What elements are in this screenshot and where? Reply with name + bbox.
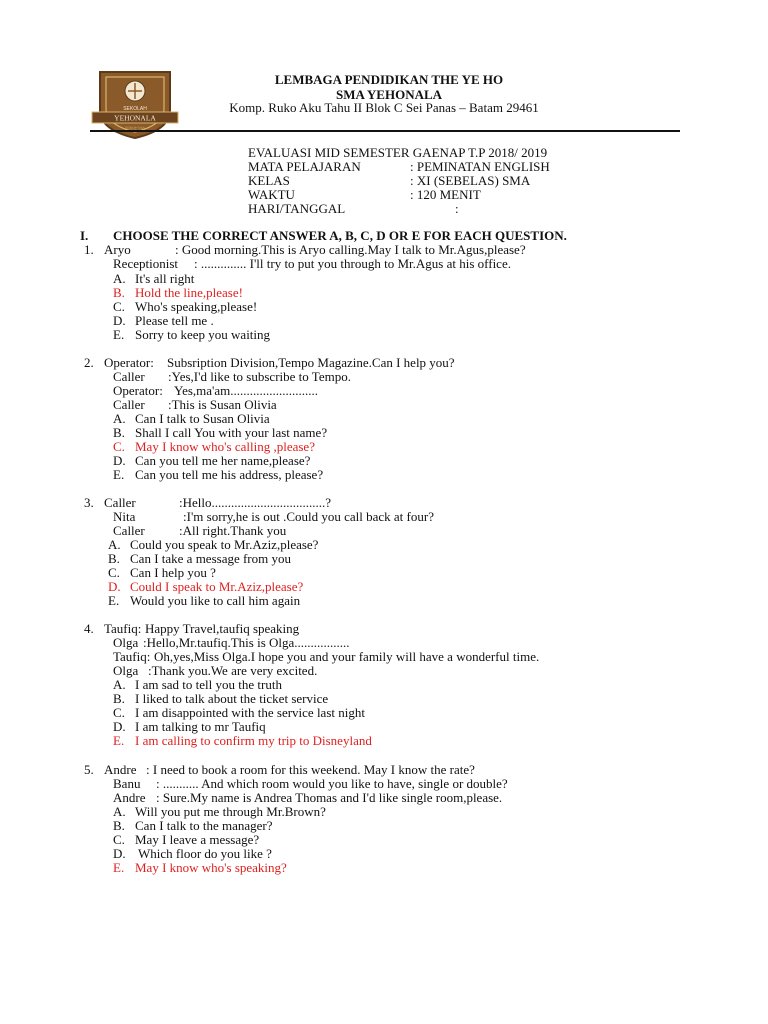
option-letter: C. bbox=[113, 299, 125, 314]
option-letter: D. bbox=[113, 719, 126, 734]
question-number: 1. bbox=[84, 242, 94, 257]
dialog-speaker: Aryo bbox=[104, 242, 131, 257]
header-divider bbox=[90, 130, 680, 132]
info-value: : PEMINATAN ENGLISH bbox=[410, 159, 550, 174]
option-letter: D. bbox=[113, 846, 126, 861]
dialog-line: : Sure.My name is Andrea Thomas and I'd like single room,please. bbox=[156, 790, 503, 805]
question-number: 5. bbox=[84, 762, 94, 777]
option-text: May I leave a message? bbox=[135, 832, 260, 847]
dialog-line: :I'm sorry,he is out .Could you call back at four? bbox=[183, 509, 434, 524]
option-text-correct: I am calling to confirm my trip to Disneyland bbox=[135, 733, 372, 748]
option-text: Would you like to call him again bbox=[130, 593, 301, 608]
option-letter: B. bbox=[113, 691, 125, 706]
option-text: I am talking to mr Taufiq bbox=[135, 719, 266, 734]
dialog-speaker: Andre bbox=[113, 790, 146, 805]
svg-text:YEHONALA: YEHONALA bbox=[114, 113, 156, 123]
info-label: HARI/TANGGAL bbox=[248, 201, 346, 216]
dialog-line: :This is Susan Olivia bbox=[168, 397, 277, 412]
info-label: KELAS bbox=[248, 173, 290, 188]
option-text: It's all right bbox=[135, 271, 195, 286]
option-text: Could you speak to Mr.Aziz,please? bbox=[130, 537, 319, 552]
option-text: Can I help you ? bbox=[130, 565, 216, 580]
option-letter: C. bbox=[113, 832, 125, 847]
institution-name: LEMBAGA PENDIDIKAN THE YE HO bbox=[274, 72, 504, 87]
dialog-speaker: Operator: bbox=[104, 355, 154, 370]
option-text-correct: Could I speak to Mr.Aziz,please? bbox=[130, 579, 304, 594]
dialog-line: : Good morning.This is Aryo calling.May I talk to Mr.Agus,please? bbox=[175, 242, 526, 257]
school-name: SMA YEHONALA bbox=[335, 87, 443, 102]
option-text: Who's speaking,please! bbox=[135, 299, 258, 314]
option-text-correct: Hold the line,please! bbox=[135, 285, 243, 300]
option-letter: E. bbox=[113, 467, 125, 482]
option-text: Which floor do you like ? bbox=[135, 846, 272, 861]
option-letter: A. bbox=[108, 537, 121, 552]
option-text: Can you tell me her name,please? bbox=[135, 453, 311, 468]
question-number: 2. bbox=[84, 355, 94, 370]
option-letter: A. bbox=[113, 271, 126, 286]
option-text: I am disappointed with the service last night bbox=[135, 705, 365, 720]
dialog-line: :Yes,I'd like to subscribe to Tempo. bbox=[168, 369, 351, 384]
dialog-line: :All right.Thank you bbox=[179, 523, 287, 538]
option-letter: B. bbox=[108, 551, 120, 566]
option-text: Can I take a message from you bbox=[130, 551, 292, 566]
option-letter: E. bbox=[113, 860, 125, 875]
option-text: Can you tell me his address, please? bbox=[135, 467, 324, 482]
dialog-speaker: Banu bbox=[113, 776, 141, 791]
question-number: 4. bbox=[84, 621, 94, 636]
dialog-line: Oh,yes,Miss Olga.I hope you and your family will have a wonderful time. bbox=[154, 649, 540, 664]
dialog-speaker: Nita bbox=[113, 509, 136, 524]
dialog-line: Subsription Division,Tempo Magazine.Can I help you? bbox=[167, 355, 455, 370]
option-text: Will you put me through Mr.Brown? bbox=[135, 804, 326, 819]
option-letter: E. bbox=[113, 327, 125, 342]
option-text: I liked to talk about the ticket service bbox=[135, 691, 329, 706]
dialog-speaker: Caller bbox=[104, 495, 136, 510]
dialog-speaker: Receptionist bbox=[113, 256, 178, 271]
option-text: Shall I call You with your last name? bbox=[135, 425, 328, 440]
option-letter: C. bbox=[113, 705, 125, 720]
option-text-correct: May I know who's speaking? bbox=[135, 860, 287, 875]
dialog-speaker: Taufiq: bbox=[104, 621, 142, 636]
option-letter: A. bbox=[113, 411, 126, 426]
dialog-line: Happy Travel,taufiq speaking bbox=[145, 621, 300, 636]
section-instruction: CHOOSE THE CORRECT ANSWER A, B, C, D OR E FOR EACH QUESTION. bbox=[113, 228, 567, 243]
option-text: Can I talk to the manager? bbox=[135, 818, 273, 833]
dialog-line: :Hello,Mr.taufiq.This is Olga................. bbox=[143, 635, 350, 650]
option-text: Please tell me . bbox=[135, 313, 214, 328]
info-label: WAKTU bbox=[248, 187, 295, 202]
svg-text:SEKOLAH: SEKOLAH bbox=[123, 106, 147, 112]
option-letter: A. bbox=[113, 677, 126, 692]
dialog-speaker: Andre bbox=[104, 762, 137, 777]
dialog-line: : ........... And which room would you like to have, single or double? bbox=[156, 776, 508, 791]
dialog-speaker: Taufiq: bbox=[113, 649, 151, 664]
exam-title: EVALUASI MID SEMESTER GAENAP T.P 2018/ 2019 bbox=[248, 145, 548, 160]
dialog-line: :Thank you.We are very excited. bbox=[148, 663, 318, 678]
section-number: I. bbox=[80, 228, 89, 243]
option-letter: B. bbox=[113, 285, 125, 300]
option-letter: D. bbox=[113, 453, 126, 468]
option-letter: C. bbox=[108, 565, 120, 580]
option-letter: C. bbox=[113, 439, 125, 454]
info-label: MATA PELAJARAN bbox=[248, 159, 361, 174]
option-letter: B. bbox=[113, 818, 125, 833]
dialog-speaker: Caller bbox=[113, 369, 145, 384]
info-value: : XI (SEBELAS) SMA bbox=[410, 173, 531, 188]
info-value: : bbox=[455, 201, 459, 216]
dialog-speaker: Operator: bbox=[113, 383, 163, 398]
dialog-speaker: Olga bbox=[113, 663, 139, 678]
question-number: 3. bbox=[84, 495, 94, 510]
school-address: Komp. Ruko Aku Tahu II Blok C Sei Panas – Batam 29461 bbox=[229, 100, 539, 115]
dialog-line: : .............. I'll try to put you through to Mr.Agus at his office. bbox=[194, 256, 511, 271]
dialog-line: Yes,ma'am........................... bbox=[174, 383, 319, 398]
dialog-speaker: Olga bbox=[113, 635, 139, 650]
option-letter: E. bbox=[108, 593, 120, 608]
dialog-line: : I need to book a room for this weekend. May I know the rate? bbox=[146, 762, 475, 777]
option-letter: E. bbox=[113, 733, 125, 748]
dialog-line: :Hello...................................? bbox=[179, 495, 332, 510]
option-text: Sorry to keep you waiting bbox=[135, 327, 271, 342]
dialog-speaker: Caller bbox=[113, 523, 145, 538]
dialog-speaker: Caller bbox=[113, 397, 145, 412]
option-letter: D. bbox=[113, 313, 126, 328]
option-letter: B. bbox=[113, 425, 125, 440]
info-value: : 120 MENIT bbox=[410, 187, 481, 202]
svg-text:耶和拿学校: 耶和拿学校 bbox=[125, 126, 145, 131]
option-letter: A. bbox=[113, 804, 126, 819]
option-text-correct: May I know who's calling ,please? bbox=[135, 439, 315, 454]
option-letter: D. bbox=[108, 579, 121, 594]
option-text: Can I talk to Susan Olivia bbox=[135, 411, 270, 426]
option-text: I am sad to tell you the truth bbox=[135, 677, 282, 692]
